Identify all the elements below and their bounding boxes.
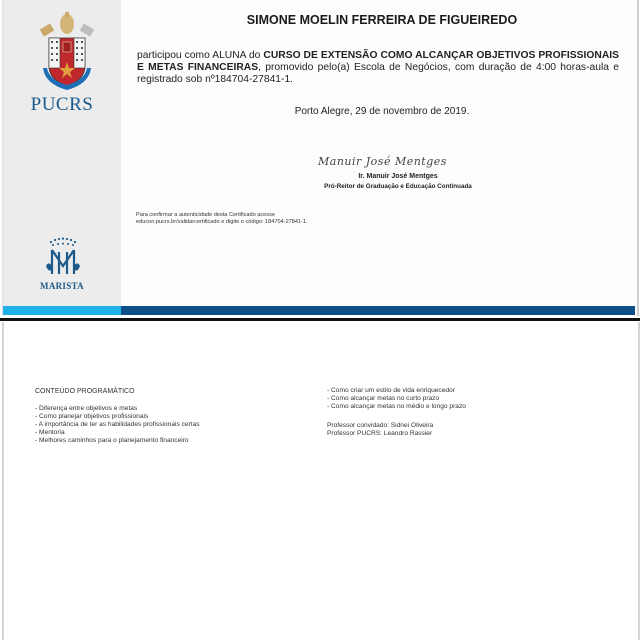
guest-professor: Professor convidado: Sidnei Oliveira	[327, 422, 434, 429]
pucrs-professor: Professor PUCRS: Leandro Rassier	[327, 430, 433, 437]
certificate-back-page	[2, 322, 640, 640]
signature: Manuir José Mentges	[318, 155, 447, 168]
marista-monogram-icon	[43, 236, 83, 280]
list-item: - Como alcançar metas no médio e longo prazo	[327, 403, 466, 410]
signer-role: Pró-Reitor de Graduação e Educação Continuada	[324, 183, 472, 190]
list-item: - Diferença entre objetivos e metas	[35, 405, 138, 412]
recipient-name: SIMONE MOELIN FERREIRA DE FIGUEIREDO	[246, 13, 518, 27]
pucrs-logo-text: PUCRS	[30, 94, 94, 115]
syllabus-list-right	[327, 387, 466, 411]
course-title: CURSO DE EXTENSÃO COMO ALCANÇAR OBJETIVOS PROFISSIONAIS E METAS FINANCEIRAS	[137, 50, 619, 73]
list-item: - Como criar um estilo de vida enriquecedor	[327, 387, 455, 394]
professors	[327, 422, 433, 438]
body-prefix: participou como ALUNA do	[137, 50, 264, 61]
body-suffix: , promovido pelo(a) Escola de Negócios, com duração de 4:00 horas-aula e registrado sob nº184704-27841-1.	[137, 62, 619, 85]
syllabus-list-left	[35, 405, 200, 445]
list-item: - Melhores caminhos para o planejamento financeiro	[35, 437, 189, 444]
page-separator	[0, 318, 640, 321]
marista-logo-text: MARISTA	[40, 281, 84, 291]
footer-bar-light	[3, 306, 121, 315]
verification-note: Para confirmar a autenticidade desta Certificado acesse educon.pucrs.br/validarcertificado e digite o código: 184704-27841-1.	[136, 212, 308, 225]
syllabus-title: CONTEÚDO PROGRAMÁTICO	[35, 388, 135, 395]
list-item: - A importância de ter as habilidades profissionais certas	[35, 421, 200, 428]
certificate-body	[137, 50, 619, 86]
list-item: - Mentoria	[35, 429, 65, 436]
date-line: Porto Alegre, 29 de novembro de 2019.	[294, 106, 470, 117]
list-item: - Como alcançar metas no curto prazo	[327, 395, 440, 402]
list-item: - Como planejar objetivos profissionais	[35, 413, 149, 420]
certificate-sidebar	[3, 0, 121, 306]
pucrs-coat-of-arms-icon	[37, 12, 97, 92]
signer-name: Ir. Manuir José Mentges	[358, 173, 438, 180]
footer-bar-dark	[121, 306, 635, 315]
